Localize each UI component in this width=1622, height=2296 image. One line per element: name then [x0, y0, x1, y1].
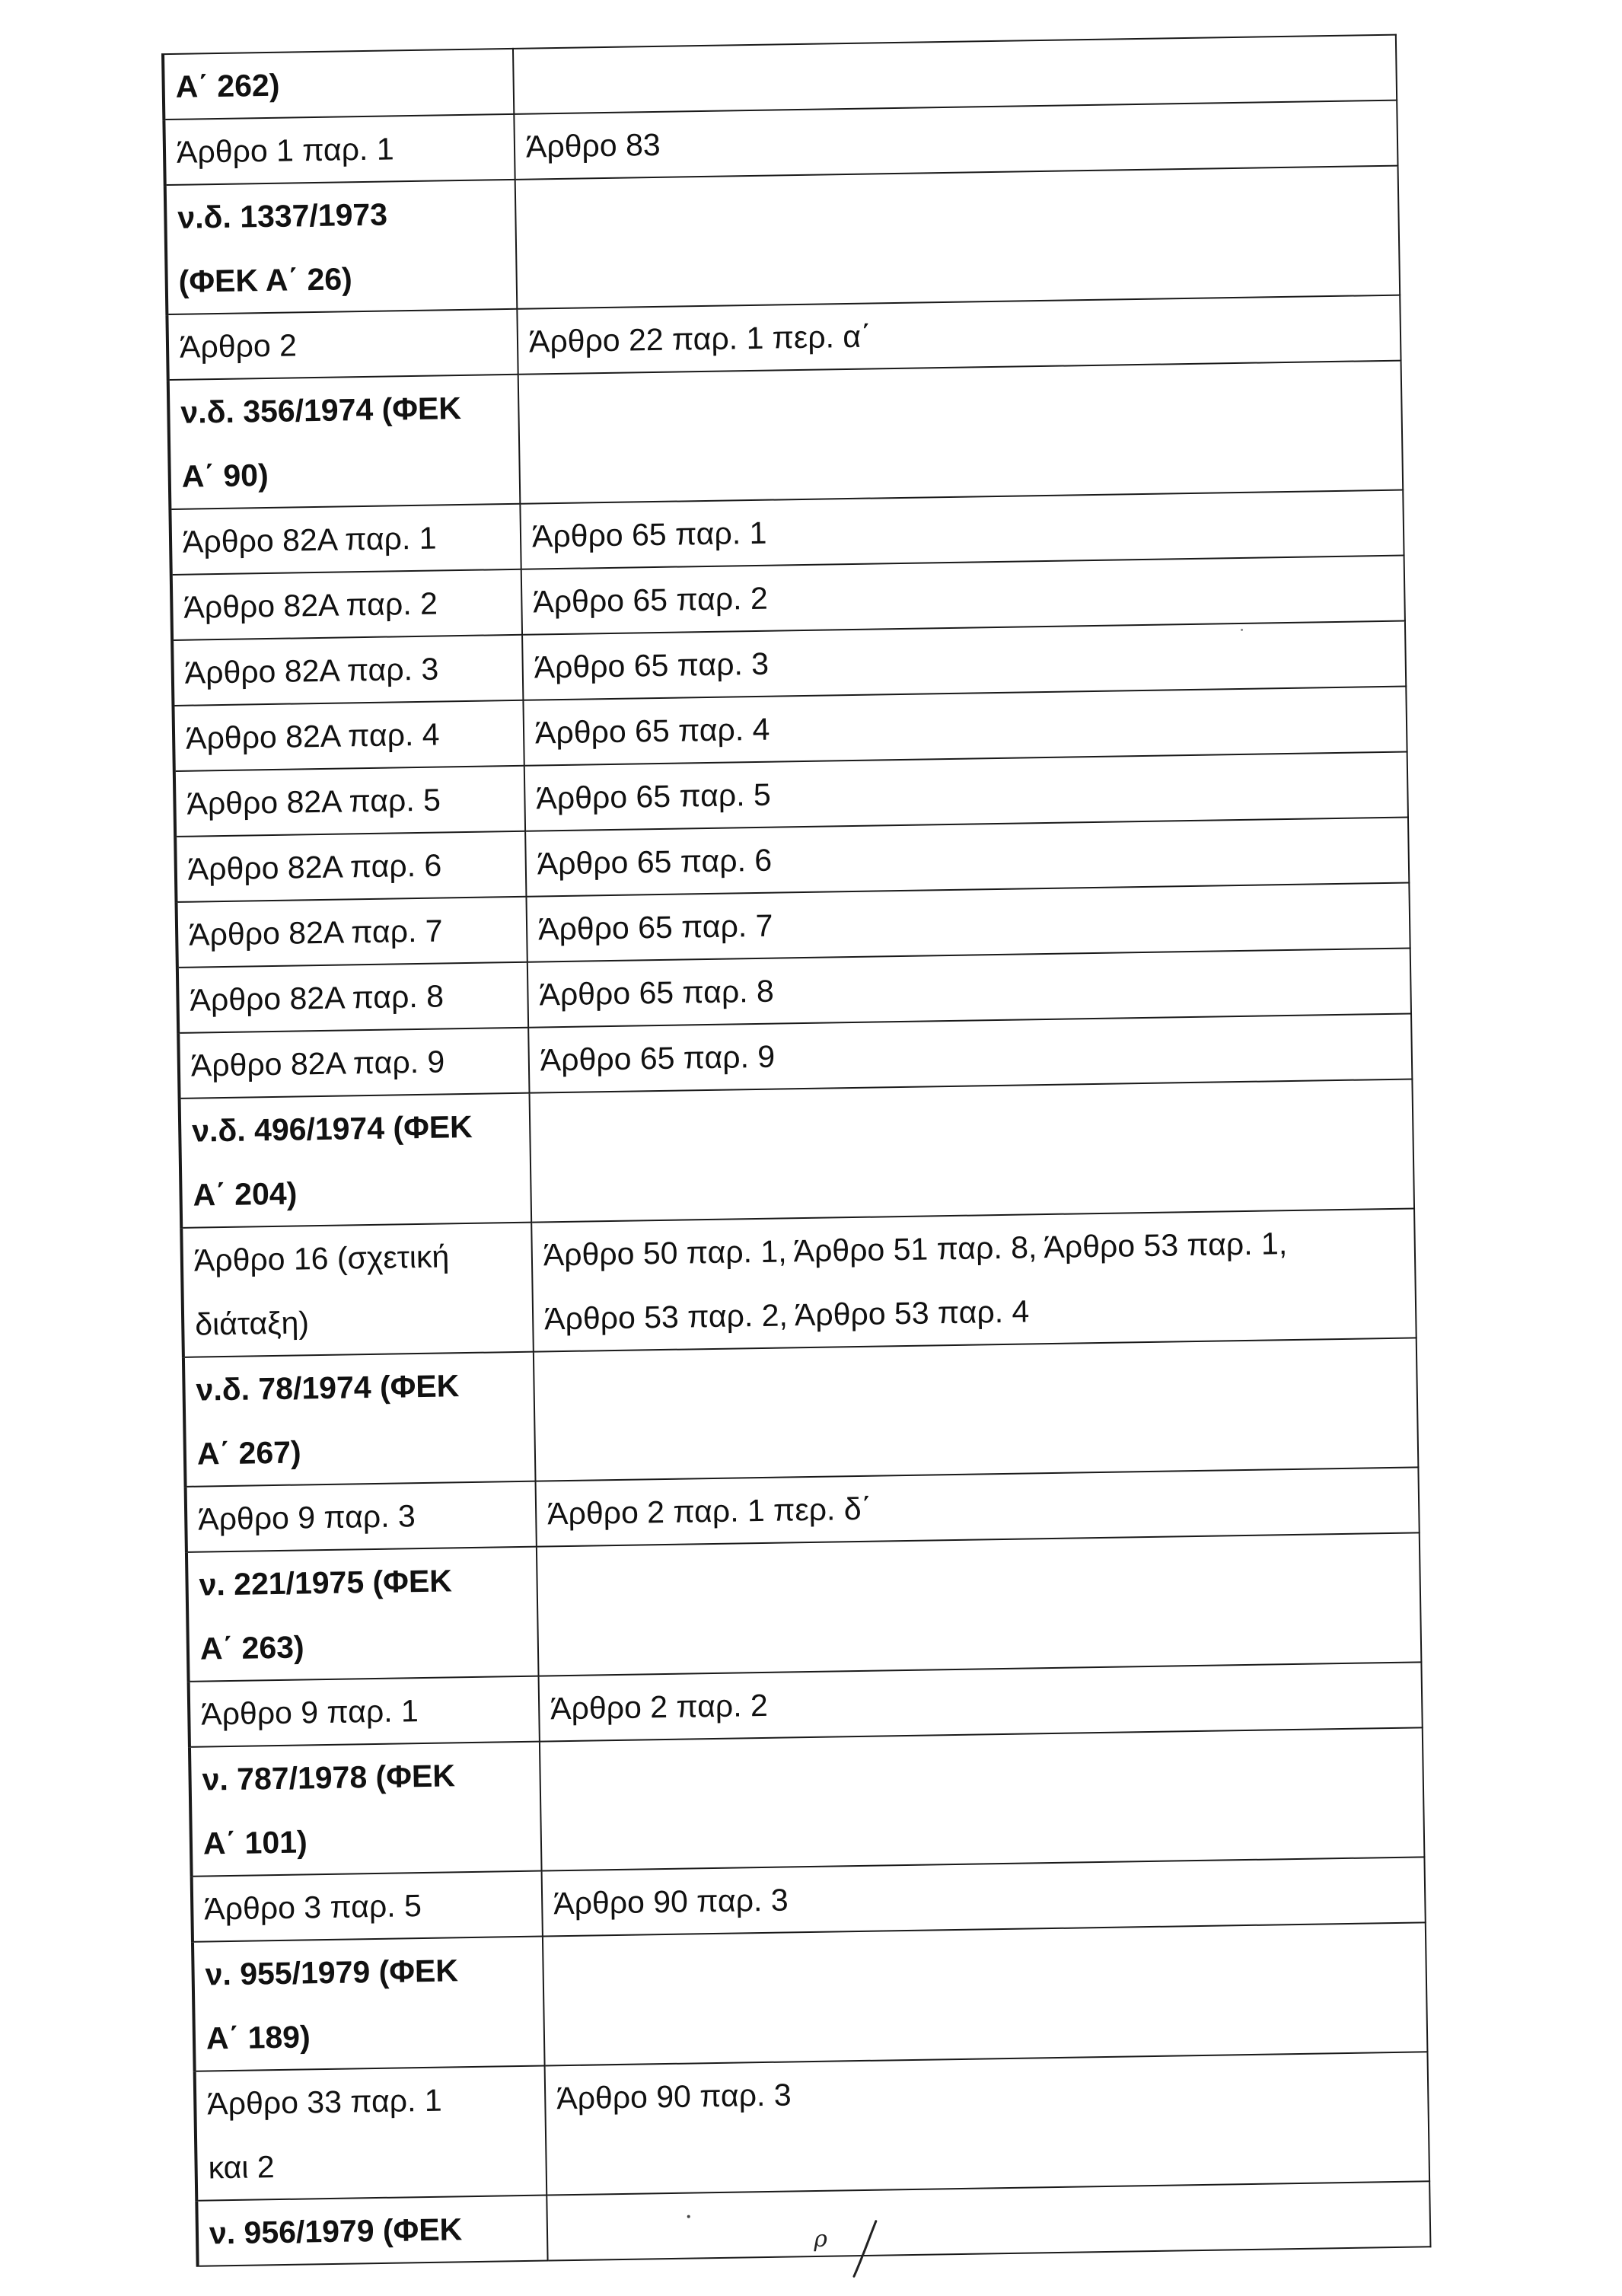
- source-article-cell: Άρθρο 9 παρ. 3: [186, 1481, 537, 1552]
- source-article-cell: Άρθρο 82Α παρ. 5: [174, 766, 525, 837]
- source-article-cell: Άρθρο 82Α παρ. 7: [177, 897, 527, 968]
- target-article-cell: Άρθρο 65 παρ. 7: [526, 883, 1410, 962]
- target-article-cell: [534, 1338, 1419, 1481]
- table-body: [163, 35, 1430, 2266]
- source-article-cell: Άρθρο 82Α παρ. 4: [173, 700, 524, 771]
- law-heading-row: [180, 1079, 1414, 1227]
- target-article-cell: Άρθρο 65 παρ. 6: [525, 818, 1409, 897]
- target-article-cell: Άρθρο 50 παρ. 1, Άρθρο 51 παρ. 8, Άρθρο 53 παρ. 1, Άρθρο 53 παρ. 2, Άρθρο 53 παρ. 4: [531, 1208, 1416, 1351]
- law-heading-row: [190, 1727, 1424, 1876]
- source-article-cell: Άρθρο 9 παρ. 1: [189, 1676, 540, 1747]
- source-article-cell: Άρθρο 82Α παρ. 8: [177, 962, 528, 1033]
- law-heading-row: [183, 1338, 1418, 1486]
- source-article-cell: Άρθρο 82Α παρ. 9: [178, 1028, 529, 1099]
- source-article-cell: Άρθρο 1 παρ. 1: [164, 114, 515, 185]
- target-article-cell: Άρθρο 65 παρ. 9: [528, 1013, 1412, 1092]
- target-article-cell: [530, 1079, 1415, 1222]
- source-article-cell: Άρθρο 2: [167, 309, 518, 380]
- concordance-table: [161, 34, 1431, 2267]
- handwritten-page-mark-icon: [803, 2218, 895, 2280]
- source-article-cell: Άρθρο 82Α παρ. 6: [175, 831, 526, 902]
- source-article-cell: Άρθρο 33 παρ. 1 και 2: [195, 2066, 547, 2201]
- law-reference-cell: ν. 955/1979 (ΦΕΚ Α΄ 189): [193, 1937, 545, 2071]
- law-reference-cell: ν.δ. 78/1974 (ΦΕΚ Α΄ 267): [183, 1352, 536, 1487]
- source-article-cell: Άρθρο 82Α παρ. 1: [170, 504, 521, 575]
- target-article-cell: [537, 1532, 1422, 1676]
- target-article-cell: Άρθρο 65 παρ. 2: [521, 556, 1405, 635]
- source-article-cell: Άρθρο 3 παρ. 5: [192, 1871, 543, 1942]
- target-article-cell: Άρθρο 90 παρ. 3: [542, 1857, 1426, 1936]
- law-reference-cell: ν.δ. 356/1974 (ΦΕΚ Α΄ 90): [168, 375, 521, 509]
- source-article-cell: Άρθρο 82Α παρ. 2: [171, 569, 522, 640]
- target-article-cell: Άρθρο 22 παρ. 1 περ. α΄: [517, 295, 1401, 375]
- target-article-cell: Άρθρο 65 παρ. 8: [527, 949, 1411, 1028]
- law-reference-cell: ν.δ. 496/1974 (ΦΕΚ Α΄ 204): [180, 1093, 532, 1228]
- law-reference-cell: ν. 956/1979 (ΦΕΚ: [196, 2196, 547, 2266]
- scan-speck: [687, 2215, 690, 2218]
- law-reference-cell: ν.δ. 1337/1973 (ΦΕΚ Α΄ 26): [165, 180, 518, 314]
- law-reference-cell: ν. 787/1978 (ΦΕΚ Α΄ 101): [190, 1742, 542, 1877]
- target-article-cell: Άρθρο 83: [514, 100, 1397, 180]
- target-article-cell: [540, 1727, 1425, 1870]
- page-mark-letter: ρ: [813, 2225, 828, 2253]
- target-article-cell: [547, 2181, 1430, 2260]
- law-reference-cell: ν. 221/1975 (ΦΕΚ Α΄ 263): [186, 1547, 539, 1682]
- target-article-cell: [518, 361, 1404, 504]
- source-article-cell: Άρθρο 82Α παρ. 3: [172, 635, 523, 706]
- law-heading-row: [165, 166, 1400, 314]
- target-article-cell: Άρθρο 65 παρ. 4: [523, 687, 1407, 766]
- scan-speck: [1241, 629, 1243, 631]
- page-number-mark: [803, 2218, 895, 2280]
- article-mapping-row: [181, 1208, 1416, 1357]
- law-reference-cell: Α΄ 262): [163, 49, 514, 120]
- target-article-cell: [543, 1922, 1428, 2065]
- law-heading-row: [168, 361, 1403, 509]
- source-article-cell: Άρθρο 16 (σχετική διάταξη): [181, 1223, 534, 1357]
- target-article-cell: Άρθρο 65 παρ. 1: [520, 490, 1404, 569]
- target-article-cell: Άρθρο 90 παρ. 3: [545, 2052, 1430, 2195]
- target-article-cell: Άρθρο 65 παρ. 5: [524, 752, 1408, 831]
- law-heading-row: [193, 1922, 1427, 2071]
- law-heading-row: [186, 1532, 1421, 1681]
- target-article-cell: Άρθρο 65 παρ. 3: [522, 621, 1406, 700]
- target-article-cell: [515, 166, 1401, 309]
- target-article-cell: Άρθρο 2 παρ. 2: [539, 1662, 1423, 1741]
- target-article-cell: Άρθρο 2 παρ. 1 περ. δ΄: [536, 1467, 1420, 1546]
- article-mapping-row: [195, 2052, 1429, 2200]
